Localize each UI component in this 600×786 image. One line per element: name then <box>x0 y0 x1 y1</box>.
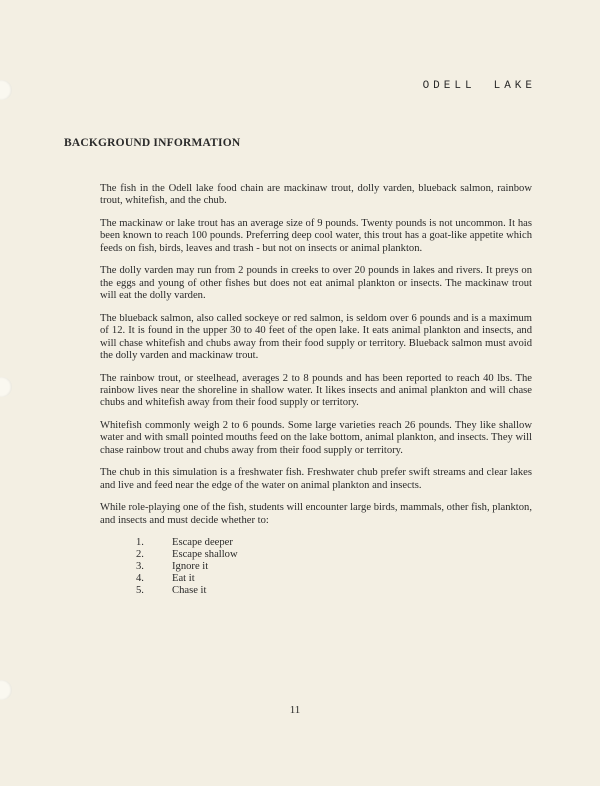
paragraph: The rainbow trout, or steelhead, averages 2 to 8 pounds and has been reported to reach 40 lbs. The rainbow lives near the shoreline in shallow water. It likes insects and animal plankton and will chase chubs and whitefish away from their food supply or territory. <box>100 372 532 409</box>
running-header <box>423 80 536 92</box>
option-text: Eat it <box>172 573 195 585</box>
option-number: 5. <box>136 585 144 597</box>
paragraph: The chub in this simulation is a freshwater fish. Freshwater chub prefer swift streams and clear lakes and live and feed near the edge of the water on animal plankton and insects. <box>100 467 532 491</box>
section-title: BACKGROUND INFORMATION <box>64 137 241 149</box>
binder-hole <box>0 377 12 397</box>
paragraph: While role-playing one of the fish, students will encounter large birds, mammals, other fish, plankton, and insects and must decide whether to: <box>100 502 532 526</box>
paragraph: The dolly varden may run from 2 pounds in creeks to over 20 pounds in lakes and rivers. It preys on the eggs and young of other fishes but does not eat animal plankton or insects. The mackinaw trout will eat the dolly varden. <box>100 265 532 302</box>
paragraph: The blueback salmon, also called sockeye or red salmon, is seldom over 6 pounds and is a maximum of 12. It is found in the upper 30 to 40 feet of the open lake. It eats animal plankton and insects, and will chase whitefish and chubs away from their food supply or territory. Blueback salmon must avoid the dolly varden and mackinaw trout. <box>100 312 532 362</box>
header-title-right: LAKE <box>493 80 536 92</box>
page-number: 11 <box>289 704 301 716</box>
option-text: Ignore it <box>172 561 209 573</box>
option-number: 2. <box>136 549 144 561</box>
binder-hole <box>0 680 12 700</box>
option-text: Escape shallow <box>172 549 238 561</box>
paragraph: Whitefish commonly weigh 2 to 6 pounds. Some large varieties reach 26 pounds. They like shallow water and with small pointed mouths feed on the lake bottom, animal plankton, and insects. They will chase rainbow trout and chubs away from their food supply or territory. <box>100 420 532 456</box>
binder-hole <box>0 80 12 100</box>
paragraph: The mackinaw or lake trout has an average size of 9 pounds. Twenty pounds is not uncommon. It has been known to reach 100 pounds. Preferring deep cool water, this trout has a goat-like appetite which feeds on fish, birds, leaves and trash - but not on insects or animal plankton. <box>100 218 532 254</box>
option-number: 1. <box>136 537 144 549</box>
paragraph: The fish in the Odell lake food chain are mackinaw trout, dolly varden, blueback salmon, rainbow trout, whitefish, and the chub. <box>100 183 532 207</box>
option-text: Chase it <box>172 585 207 597</box>
list-item <box>136 573 532 585</box>
list-item <box>136 549 532 561</box>
header-title-left: ODELL <box>422 80 476 92</box>
decision-options-list <box>136 537 532 597</box>
list-item <box>136 585 532 597</box>
list-item <box>136 537 532 549</box>
option-number: 3. <box>136 561 144 573</box>
option-text: Escape deeper <box>172 537 233 549</box>
body-text <box>100 183 532 597</box>
list-item <box>136 561 532 573</box>
option-number: 4. <box>136 573 144 585</box>
